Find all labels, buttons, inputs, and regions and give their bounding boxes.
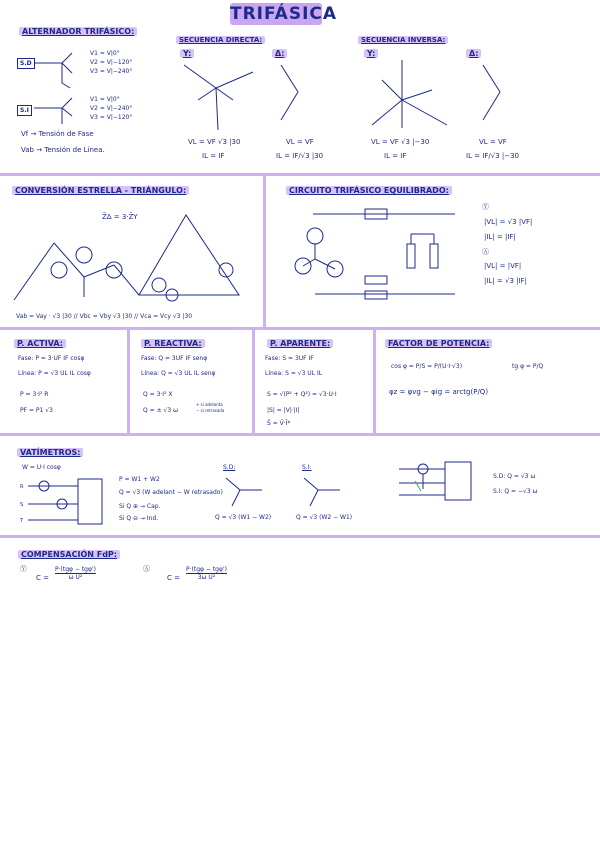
p-activa-linea: Línea: P = √3 UL IL cosφ <box>18 370 91 377</box>
factor-tgphi: tg φ = P/Q <box>512 363 544 370</box>
compensacion-heading: COMPENSACIÓN FdP: <box>18 550 120 559</box>
sd-y-formula-1: VL = VF √3 |30 <box>188 138 241 146</box>
p-activa-fase: Fase: P = 3·UF IF cosφ <box>18 355 85 362</box>
vatimetros-si-label: S.I: <box>302 464 312 471</box>
divider <box>0 433 600 436</box>
factor-phiz: φz = φvg − φig = arctg(P/Q) <box>389 388 489 396</box>
vatimetros-q: Q = √3 (W adelant − W retrasado) <box>119 489 223 496</box>
svg-text:S: S <box>20 502 24 508</box>
sd-voltage-2: V2 = V|−120° <box>90 59 133 66</box>
si-delta-phasor-diagram <box>478 60 533 135</box>
vay-vby-vcy-relations: Vab = Vay · √3 |30 // Vbc = Vby √3 |30 // Vca = Vcy √3 |30 <box>16 313 193 320</box>
si-voltage-3: V3 = V|−120° <box>90 114 133 121</box>
p-activa-pf: PF = P1 √3 <box>20 407 53 414</box>
star-marker-icon: Ⓨ <box>482 203 489 211</box>
c-delta-denominator: 3ω U² <box>197 574 216 581</box>
circuito-heading: CIRCUITO TRIFÁSICO EQUILIBRADO: <box>286 186 452 195</box>
sd-voltage-list <box>90 50 132 75</box>
p-aparente-linea: Línea: S = √3 UL IL <box>265 370 323 377</box>
p-reactiva-fase: Fase: Q = 3UF IF senφ <box>141 355 208 362</box>
c-star-fraction <box>55 566 96 581</box>
sd-delta-formula-1: VL = VF <box>286 138 314 146</box>
si-delta-label: Δ: <box>466 49 481 58</box>
factor-cosphi: cos φ = P/S = P/(U·I·√3) <box>391 363 463 370</box>
vf-definition: Vf → Tensión de Fase <box>21 130 94 138</box>
divider <box>127 330 130 433</box>
alternador-waveform-si <box>32 96 92 126</box>
si-voltage-list <box>90 96 132 121</box>
p-aparente-pq: S = √(P² + Q²) = √3·U·I <box>267 391 337 398</box>
p-reactiva-note-2: − si retrasada <box>196 408 225 413</box>
circuito-d-line-2: |IL| = √3 |IF| <box>484 277 527 285</box>
vatimetros-heading: VATÍMETROS: <box>17 448 83 457</box>
vatimetros-ind: Si Q ⊖ → Ind. <box>119 515 159 522</box>
divider <box>263 173 266 328</box>
si-voltage-2: V2 = V|−240° <box>90 105 133 112</box>
wattmeter-circuit-diagram <box>20 474 110 529</box>
svg-text:T: T <box>20 518 24 524</box>
si-delta-formula-2: IL = IF/√3 |−30 <box>466 152 519 160</box>
single-wattmeter-circuit-diagram <box>393 457 485 505</box>
p-aparente-complex: S̄ = V̄·Ī* <box>267 420 291 427</box>
p-activa-i2r: P = 3·I² R <box>20 391 49 398</box>
conversion-heading: CONVERSIÓN ESTRELLA - TRIÁNGULO: <box>12 186 189 195</box>
si-wattmeter-phasor <box>300 472 348 512</box>
si-y-formula-1: VL = VF √3 |−30 <box>371 138 430 146</box>
vatimetros-cap: Si Q ⊕ → Cap. <box>119 503 161 510</box>
divider <box>0 327 600 330</box>
sd-delta-label: Δ: <box>272 49 287 58</box>
secuencia-inversa-heading: SECUENCIA INVERSA: <box>358 36 448 44</box>
p-reactiva-note-1: + si adelanta <box>196 402 223 407</box>
vatimetros-sd-result: S.D: Q = √3 ω <box>493 473 536 480</box>
p-reactiva-i2x: Q = 3·I² X <box>143 391 173 398</box>
c-delta-symbol: C = <box>167 574 180 582</box>
vatimetros-si-result: S.I: Q = −√3 ω <box>493 488 538 495</box>
p-aparente-fase: Fase: S = 3UF IF <box>265 355 314 362</box>
sd-wattmeter-phasor <box>222 472 270 512</box>
si-y-phasor-diagram <box>362 60 462 135</box>
p-activa-heading: P. ACTIVA: <box>14 339 66 348</box>
divider <box>373 330 376 433</box>
si-voltage-1: V1 = V|0° <box>90 96 120 103</box>
alternador-heading: ALTERNADOR TRIFÁSICO: <box>19 27 137 36</box>
divider <box>252 330 255 433</box>
p-reactiva-notes <box>196 402 224 414</box>
sd-voltage-3: V3 = V|−240° <box>90 68 133 75</box>
si-label: S.I <box>17 105 32 116</box>
p-aparente-vi: |S| = |V|·|I| <box>267 407 300 414</box>
star-comp-icon: Ⓨ <box>20 565 27 573</box>
vatimetros-p-sum: P = W1 + W2 <box>119 476 160 483</box>
si-y-formula-2: IL = IF <box>384 152 407 160</box>
divider <box>0 173 600 176</box>
svg-text:R: R <box>20 484 24 490</box>
sd-y-phasor-diagram <box>178 60 266 135</box>
factor-heading: FACTOR DE POTENCIA: <box>385 339 492 348</box>
vatimetros-w: W = U·I cosφ <box>22 464 61 471</box>
sd-label: S.D <box>17 58 35 69</box>
vatimetros-sd-label: S.D: <box>223 464 236 471</box>
si-delta-formula-1: VL = VF <box>479 138 507 146</box>
si-y-label: Y: <box>364 49 378 58</box>
circuito-y-line-2: |IL| = |IF| <box>484 233 516 241</box>
p-aparente-heading: P. APARENTE: <box>267 339 333 348</box>
secuencia-directa-heading: SECUENCIA DIRECTA: <box>176 36 265 44</box>
p-reactiva-heading: P. REACTIVA: <box>141 339 205 348</box>
sd-y-label: Y: <box>180 49 194 58</box>
c-delta-fraction <box>186 566 227 581</box>
alternador-waveform-sd <box>32 48 92 88</box>
sd-delta-formula-2: IL = IF/√3 |30 <box>276 152 324 160</box>
balanced-circuit-diagram <box>285 204 465 304</box>
c-star-symbol: C = <box>36 574 49 582</box>
c-star-numerator: P·(tgφ − tgφ') <box>55 566 96 573</box>
vl-definition: Vab → Tensión de Línea. <box>21 146 105 154</box>
c-star-denominator: ω U² <box>68 574 83 581</box>
p-reactiva-linea: Línea: Q = √3 UL IL senφ <box>141 370 216 377</box>
p-reactiva-w: Q = ± √3 ω <box>143 407 179 414</box>
sd-y-formula-2: IL = IF <box>202 152 225 160</box>
c-delta-numerator: P·(tgφ − tgφ') <box>186 566 227 573</box>
vatimetros-si-q: Q = √3 (W2 − W1) <box>296 514 353 521</box>
circuito-y-line-1: |VL| = √3 |VF| <box>484 218 533 226</box>
page-title: TRIFÁSICA <box>230 4 338 24</box>
z-conversion-formula: Z̄Δ = 3·Z̄Y <box>102 213 138 221</box>
sd-voltage-1: V1 = V|0° <box>90 50 120 57</box>
delta-comp-icon: Ⓐ <box>143 565 150 573</box>
circuito-d-line-1: |VL| = |VF| <box>484 262 522 270</box>
vatimetros-sd-q: Q = √3 (W1 − W2) <box>215 514 272 521</box>
sd-delta-phasor-diagram <box>276 60 331 135</box>
divider <box>0 535 600 538</box>
star-delta-diagram <box>14 205 242 305</box>
delta-marker-icon: Ⓐ <box>482 248 489 256</box>
